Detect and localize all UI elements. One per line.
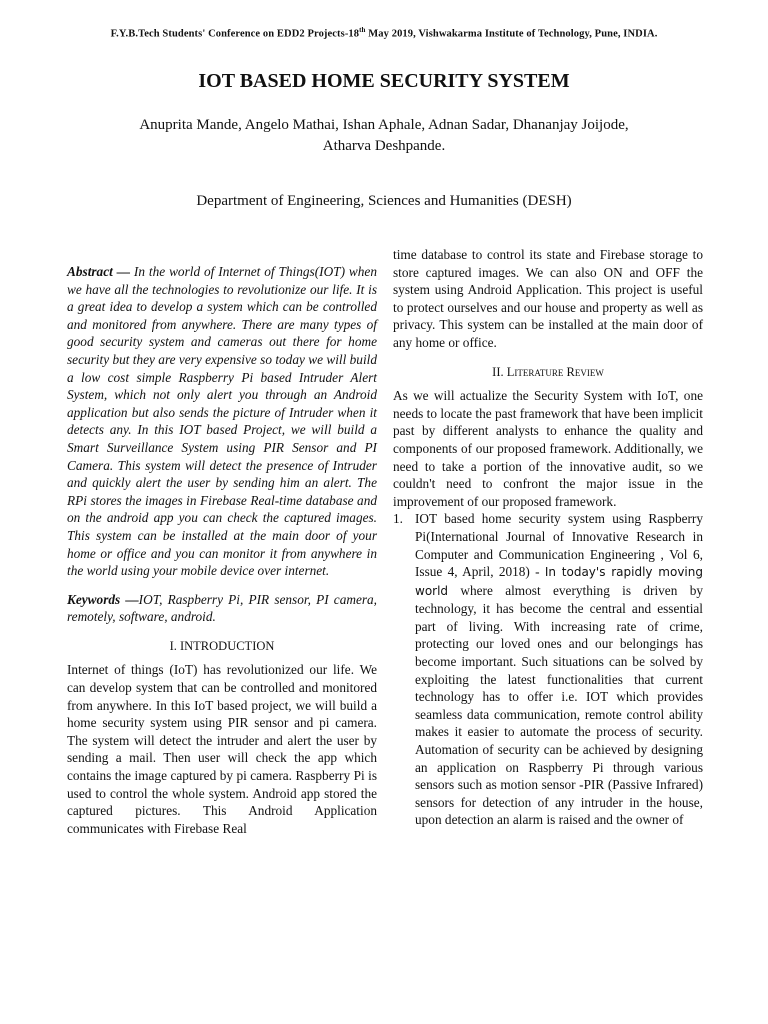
department: Department of Engineering, Sciences and Humanities (DESH) — [196, 193, 572, 209]
abstract-label: Abstract — — [67, 264, 131, 279]
conference-suffix: May 2019, Vishwakarma Institute of Technology, Pune, INDIA. — [365, 28, 658, 40]
reference-text-a: IOT based home security system using Raspberry Pi(International Journal of Innovative Research in Computer and Communication Engineering , Vol 6, Issue 4, April, 2018) - — [415, 511, 703, 580]
introduction-text: Internet of things (IoT) has revolutionized our life. We can develop system that can be controlled and monitored from anywhere. In this IoT based project, we will build a home security system using PIR sensor and pi camera. The system will detect the intruder and alert the user by sending a mail. Then user will check the app which contains the image captured by pi camera. Raspberry Pi is used to control the whole system. Android app stored the captured pictures. This Android Application communicates with Firebase Real — [67, 662, 377, 836]
author-list: Anuprita Mande, Angelo Mathai, Ishan Aphale, Adnan Sadar, Dhananjay Joijode, Atharva Deshpande. — [139, 117, 629, 154]
keywords — [67, 591, 377, 626]
introduction-heading: I. INTRODUCTION — [169, 638, 275, 653]
keywords-label: Keywords — — [67, 591, 139, 607]
conference-header — [0, 26, 768, 40]
conference-mid: D2 Projects-18 — [291, 28, 360, 40]
list-number: 1. — [393, 511, 403, 527]
paper-title: IOT BASED HOME SECURITY SYSTEM — [198, 70, 570, 92]
left-column — [67, 263, 377, 837]
conference-prefix: F.Y.B.Tech Students' Conference on ED — [110, 28, 292, 40]
right-column — [393, 246, 703, 829]
literature-heading: II. Literature Review — [492, 364, 604, 379]
reference-list — [393, 510, 703, 829]
list-item — [393, 510, 703, 829]
introduction-continuation: time database to control its state and Firebase storage to store captured images. We can also ON and OFF the system using Android Application. This project is useful to protect ourselves and our house and property as well as privacy. This system can be installed at the main door of any home or office. — [393, 247, 703, 350]
abstract — [67, 263, 377, 580]
date-superscript: th — [359, 26, 366, 34]
abstract-text: In the world of Internet of Things(IOT) when we have all the technologies to revolutionize our life. It is a great idea to develop a system which can be controlled and monitored from anywhere. There are many types of good security system and cameras out there for home security but they are very expensive so today we will build a low cost simple Raspberry Pi based Intruder Alert System, which not only alert you through an Android application but also sends the picture of Intruder when it detects any. In this IOT based Project, we will build a Smart Surveillance System using PIR Sensor and PI Camera. This system will detect the presence of Intruder and quickly alert the user by sending him an alert. The RPi stores the images in Firebase Real-time database and on the android app you can check the captured images. This system can be installed at the main door of your home or office and you can monitor it from anywhere in the world using your mobile device over internet. — [67, 264, 377, 579]
keywords-text: IOT, Raspberry Pi, PIR sensor, PI camera, remotely, software, android. — [67, 591, 378, 625]
reference-text-b: where almost everything is driven by technology, it has become the central and essential part of living. With increasing rate of crime, protecting our loved ones and our belongings has become important. Such situations can be solved by exploiting the latest functionalities that current technology has to offer i.e. IOT which provides seamless data communication, remote control ability makes it easier to automate the process of security. Automation of security can be achieved by designing an application on Raspberry Pi through various sensors such as motion sensor -PIR (Passive Infrared) sensors for detection of any intruder in the house, upon detection an alarm is raised and the owner of — [415, 582, 703, 828]
reference-text-sans: In today's rapidly moving world — [415, 565, 703, 598]
literature-text: As we will actualize the Security System with IoT, one needs to locate the past framework that have been implicit past by different analysts to enhance the quality and components of our proposed framework. Additionally, we need to take a portion of the innovative audit, so we couldn't need to confront the major issue in the improvement of our proposed framework. — [393, 388, 703, 509]
